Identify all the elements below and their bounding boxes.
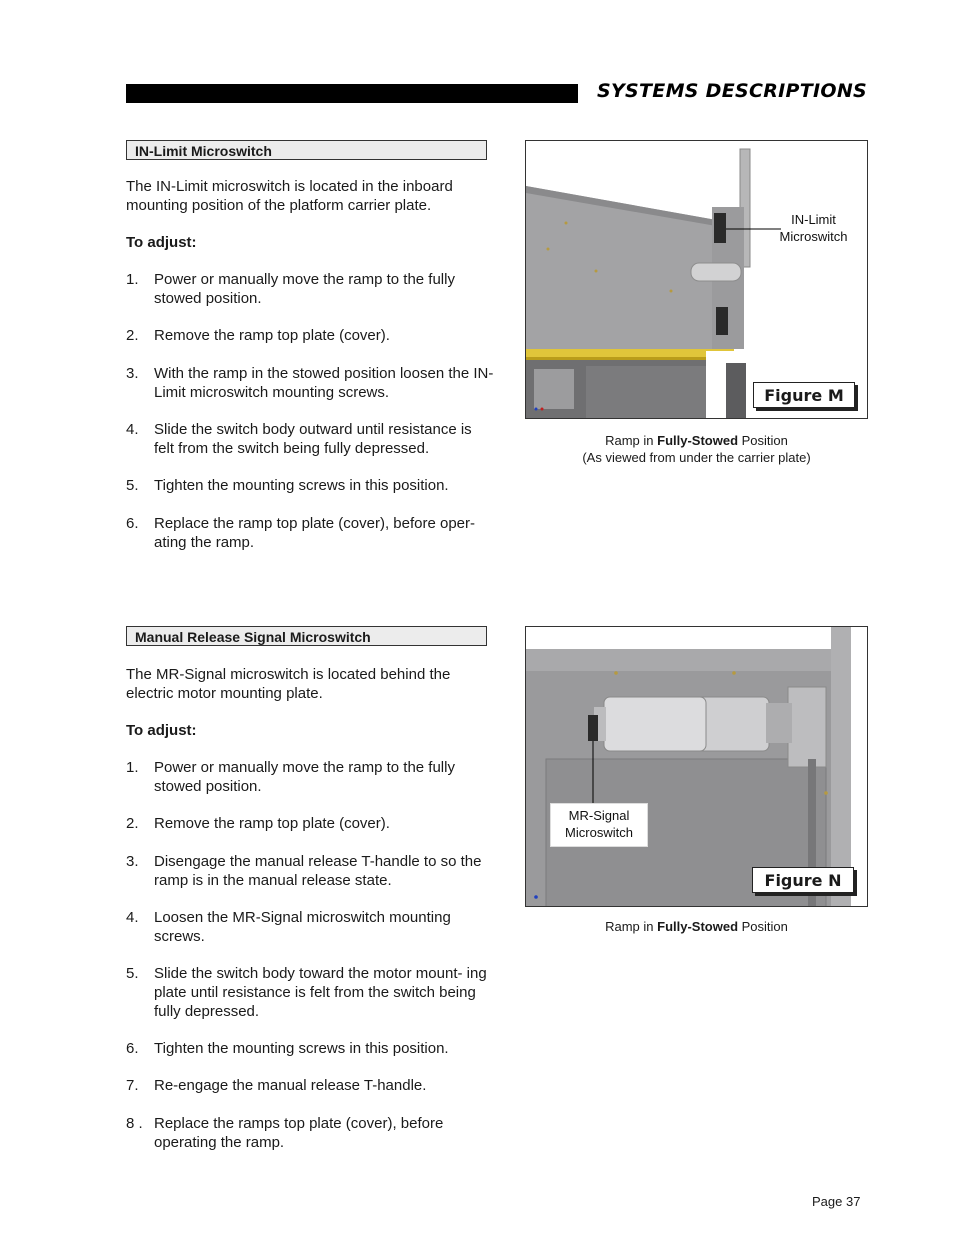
step-text: With the ramp in the stowed position loosen the IN-Limit microswitch mounting screws. bbox=[154, 365, 494, 401]
section2-intro: The MR-Signal microswitch is located behind the electric motor mounting plate. bbox=[126, 666, 451, 702]
caption-line1 bbox=[525, 432, 868, 449]
callout-line1: IN-Limit bbox=[791, 212, 836, 227]
figure-n-caption bbox=[525, 918, 868, 935]
step-number: 2. bbox=[126, 327, 139, 344]
step-number: 8 . bbox=[126, 1115, 143, 1132]
in-limit-illustration bbox=[526, 141, 868, 419]
caption-bold: Fully-Stowed bbox=[657, 919, 739, 934]
step-text: Slide the switch body toward the motor mount- ing plate until resistance is felt from the switch being fully depressed. bbox=[154, 965, 487, 1020]
section-heading-in-limit: IN-Limit Microswitch bbox=[126, 140, 487, 160]
step-number: 1. bbox=[126, 759, 139, 776]
page-title: SYSTEMS DESCRIPTIONS bbox=[597, 80, 868, 102]
figure-m-image bbox=[525, 140, 868, 419]
step-text: Remove the ramp top plate (cover). bbox=[154, 815, 390, 832]
step-text: Power or manually move the ramp to the fully stowed position. bbox=[154, 759, 455, 795]
section1-adjust-label: To adjust: bbox=[126, 234, 197, 251]
step-number: 4. bbox=[126, 421, 139, 438]
step-text: Replace the ramp top plate (cover), before oper- ating the ramp. bbox=[154, 515, 475, 551]
section1-intro: The IN-Limit microswitch is located in the inboard mounting position of the platform carrier plate. bbox=[126, 178, 453, 214]
figure-m-label: Figure M bbox=[753, 382, 855, 408]
callout-line2: Microswitch bbox=[779, 229, 848, 244]
step-number: 7. bbox=[126, 1077, 139, 1094]
step-text: Slide the switch body outward until resistance is felt from the switch being fully depressed. bbox=[154, 421, 472, 457]
section2-adjust-label: To adjust: bbox=[126, 722, 197, 739]
step-text: Re-engage the manual release T-handle. bbox=[154, 1077, 427, 1094]
step-number: 6. bbox=[126, 1040, 139, 1057]
step-text: Replace the ramps top plate (cover), before operating the ramp. bbox=[154, 1115, 444, 1151]
caption-pre: Ramp in bbox=[605, 919, 658, 934]
step-text: Remove the ramp top plate (cover). bbox=[154, 327, 390, 344]
step-text: Power or manually move the ramp to the fully stowed position. bbox=[154, 271, 455, 307]
step-number: 5. bbox=[126, 477, 139, 494]
step-number: 3. bbox=[126, 853, 139, 870]
caption-line2: (As viewed from under the carrier plate) bbox=[582, 450, 811, 465]
caption-bold: Fully-Stowed bbox=[657, 433, 739, 448]
step-number: 1. bbox=[126, 271, 139, 288]
step-text: Tighten the mounting screws in this position. bbox=[154, 477, 449, 494]
caption-post: Position bbox=[738, 433, 788, 448]
step-text: Tighten the mounting screws in this position. bbox=[154, 1040, 449, 1057]
header-bar bbox=[126, 84, 578, 103]
mr-signal-callout bbox=[550, 803, 648, 847]
step-number: 2. bbox=[126, 815, 139, 832]
mr-signal-illustration bbox=[526, 627, 868, 907]
page-number: Page 37 bbox=[812, 1194, 861, 1209]
step-number: 6. bbox=[126, 515, 139, 532]
step-text: Disengage the manual release T-handle to so the ramp is in the manual release state. bbox=[154, 853, 482, 889]
section-heading-manual-release: Manual Release Signal Microswitch bbox=[126, 626, 487, 646]
callout-line1: MR-Signal bbox=[568, 808, 630, 823]
callout-line2: Microswitch bbox=[565, 825, 633, 840]
figure-n-label: Figure N bbox=[752, 867, 854, 893]
step-text: Loosen the MR-Signal microswitch mounting screws. bbox=[154, 909, 451, 945]
step-number: 4. bbox=[126, 909, 139, 926]
caption-pre: Ramp in bbox=[605, 433, 658, 448]
step-number: 3. bbox=[126, 365, 139, 382]
figure-n-image bbox=[525, 626, 868, 907]
in-limit-callout bbox=[766, 211, 861, 245]
figure-m-caption bbox=[525, 432, 868, 466]
caption-post: Position bbox=[738, 919, 788, 934]
step-number: 5. bbox=[126, 965, 139, 982]
